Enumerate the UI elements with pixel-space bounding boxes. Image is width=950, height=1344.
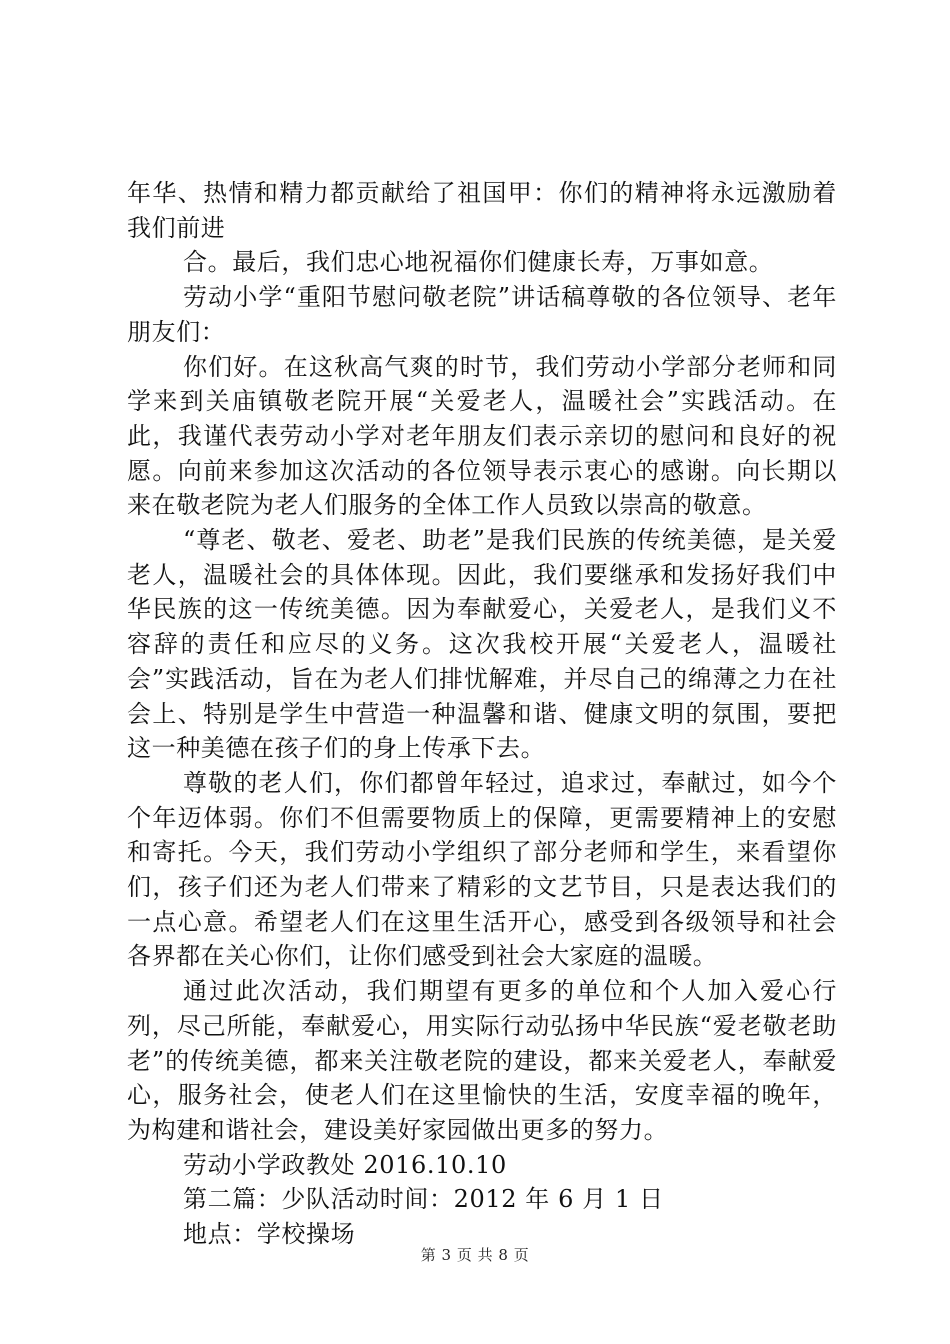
paragraph-2: 合。最后，我们忠心地祝福你们健康长寿，万事如意。	[183, 248, 774, 277]
paragraph-7: 通过此次活动，我们期望有更多的单位和个人加入爱心行列，尽己所能，奉献爱心，用实际行动弘扬中华民族“爱老敬老助老”的传统美德，都来关注敬老院的建设，都来关爱老人，奉献爱心，服务社会，使老人们在这里愉快的生活，安度幸福的晚年，为构建和谐社会，建设美好家园做出更多的努力。	[127, 977, 837, 1144]
paragraph-4: 你们好。在这秋高气爽的时节，我们劳动小学部分老师和同学来到关庙镇敬老院开展“关爱老人，温暖社会”实践活动。在此，我谨代表劳动小学对老年朋友们表示亲切的慰问和良好的祝愿。向前来参加这次活动的各位领导表示衷心的感谢。向长期以来在敬老院为老人们服务的全体工作人员致以崇高的敬意。	[127, 352, 837, 520]
paragraph-5: “尊老、敬老、爱老、助老”是我们民族的传统美德，是关爱老人，温暖社会的具体体现。因此，我们要继承和发扬好我们中华民族的这一传统美德。因为奉献爱心，关爱老人，是我们义不容辞的责任和应尽的义务。这次我校开展“关爱老人，温暖社会”实践活动，旨在为老人们排忧解难，并尽自己的绵薄之力在社会上、特别是学生中营造一种温馨和谐、健康文明的氛围，要把这一种美德在孩子们的身上传承下去。	[127, 526, 837, 763]
location-line: 地点：学校操场	[183, 1220, 356, 1249]
paragraph-6: 尊敬的老人们，你们都曾年轻过，追求过，奉献过，如今个个年迈体弱。你们不但需要物质上的保障，更需要精神上的安慰和寄托。今天，我们劳动小学组织了部分老师和学生，来看望你们，孩子们还为老人们带来了精彩的文艺节目，只是表达我们的一点心意。希望老人们在这里生活开心，感受到各级领导和社会各界都在关心你们，让你们感受到社会大家庭的温暖。	[127, 768, 837, 971]
page-number-footer: 第 3 页 共 8 页	[420, 1246, 530, 1264]
document-body	[127, 176, 837, 1252]
paragraph-1: 年华、热情和精力都贡献给了祖国甲：你们的精神将永远激励着我们前进	[127, 179, 837, 242]
section-heading-line: 第二篇：少队活动时间：2012 年 6 月 1 日	[183, 1185, 664, 1214]
signature-line: 劳动小学政教处 2016.10.10	[183, 1150, 507, 1179]
paragraph-3: 劳动小学“重阳节慰问敬老院”讲话稿尊敬的各位领导、老年朋友们：	[127, 283, 837, 346]
